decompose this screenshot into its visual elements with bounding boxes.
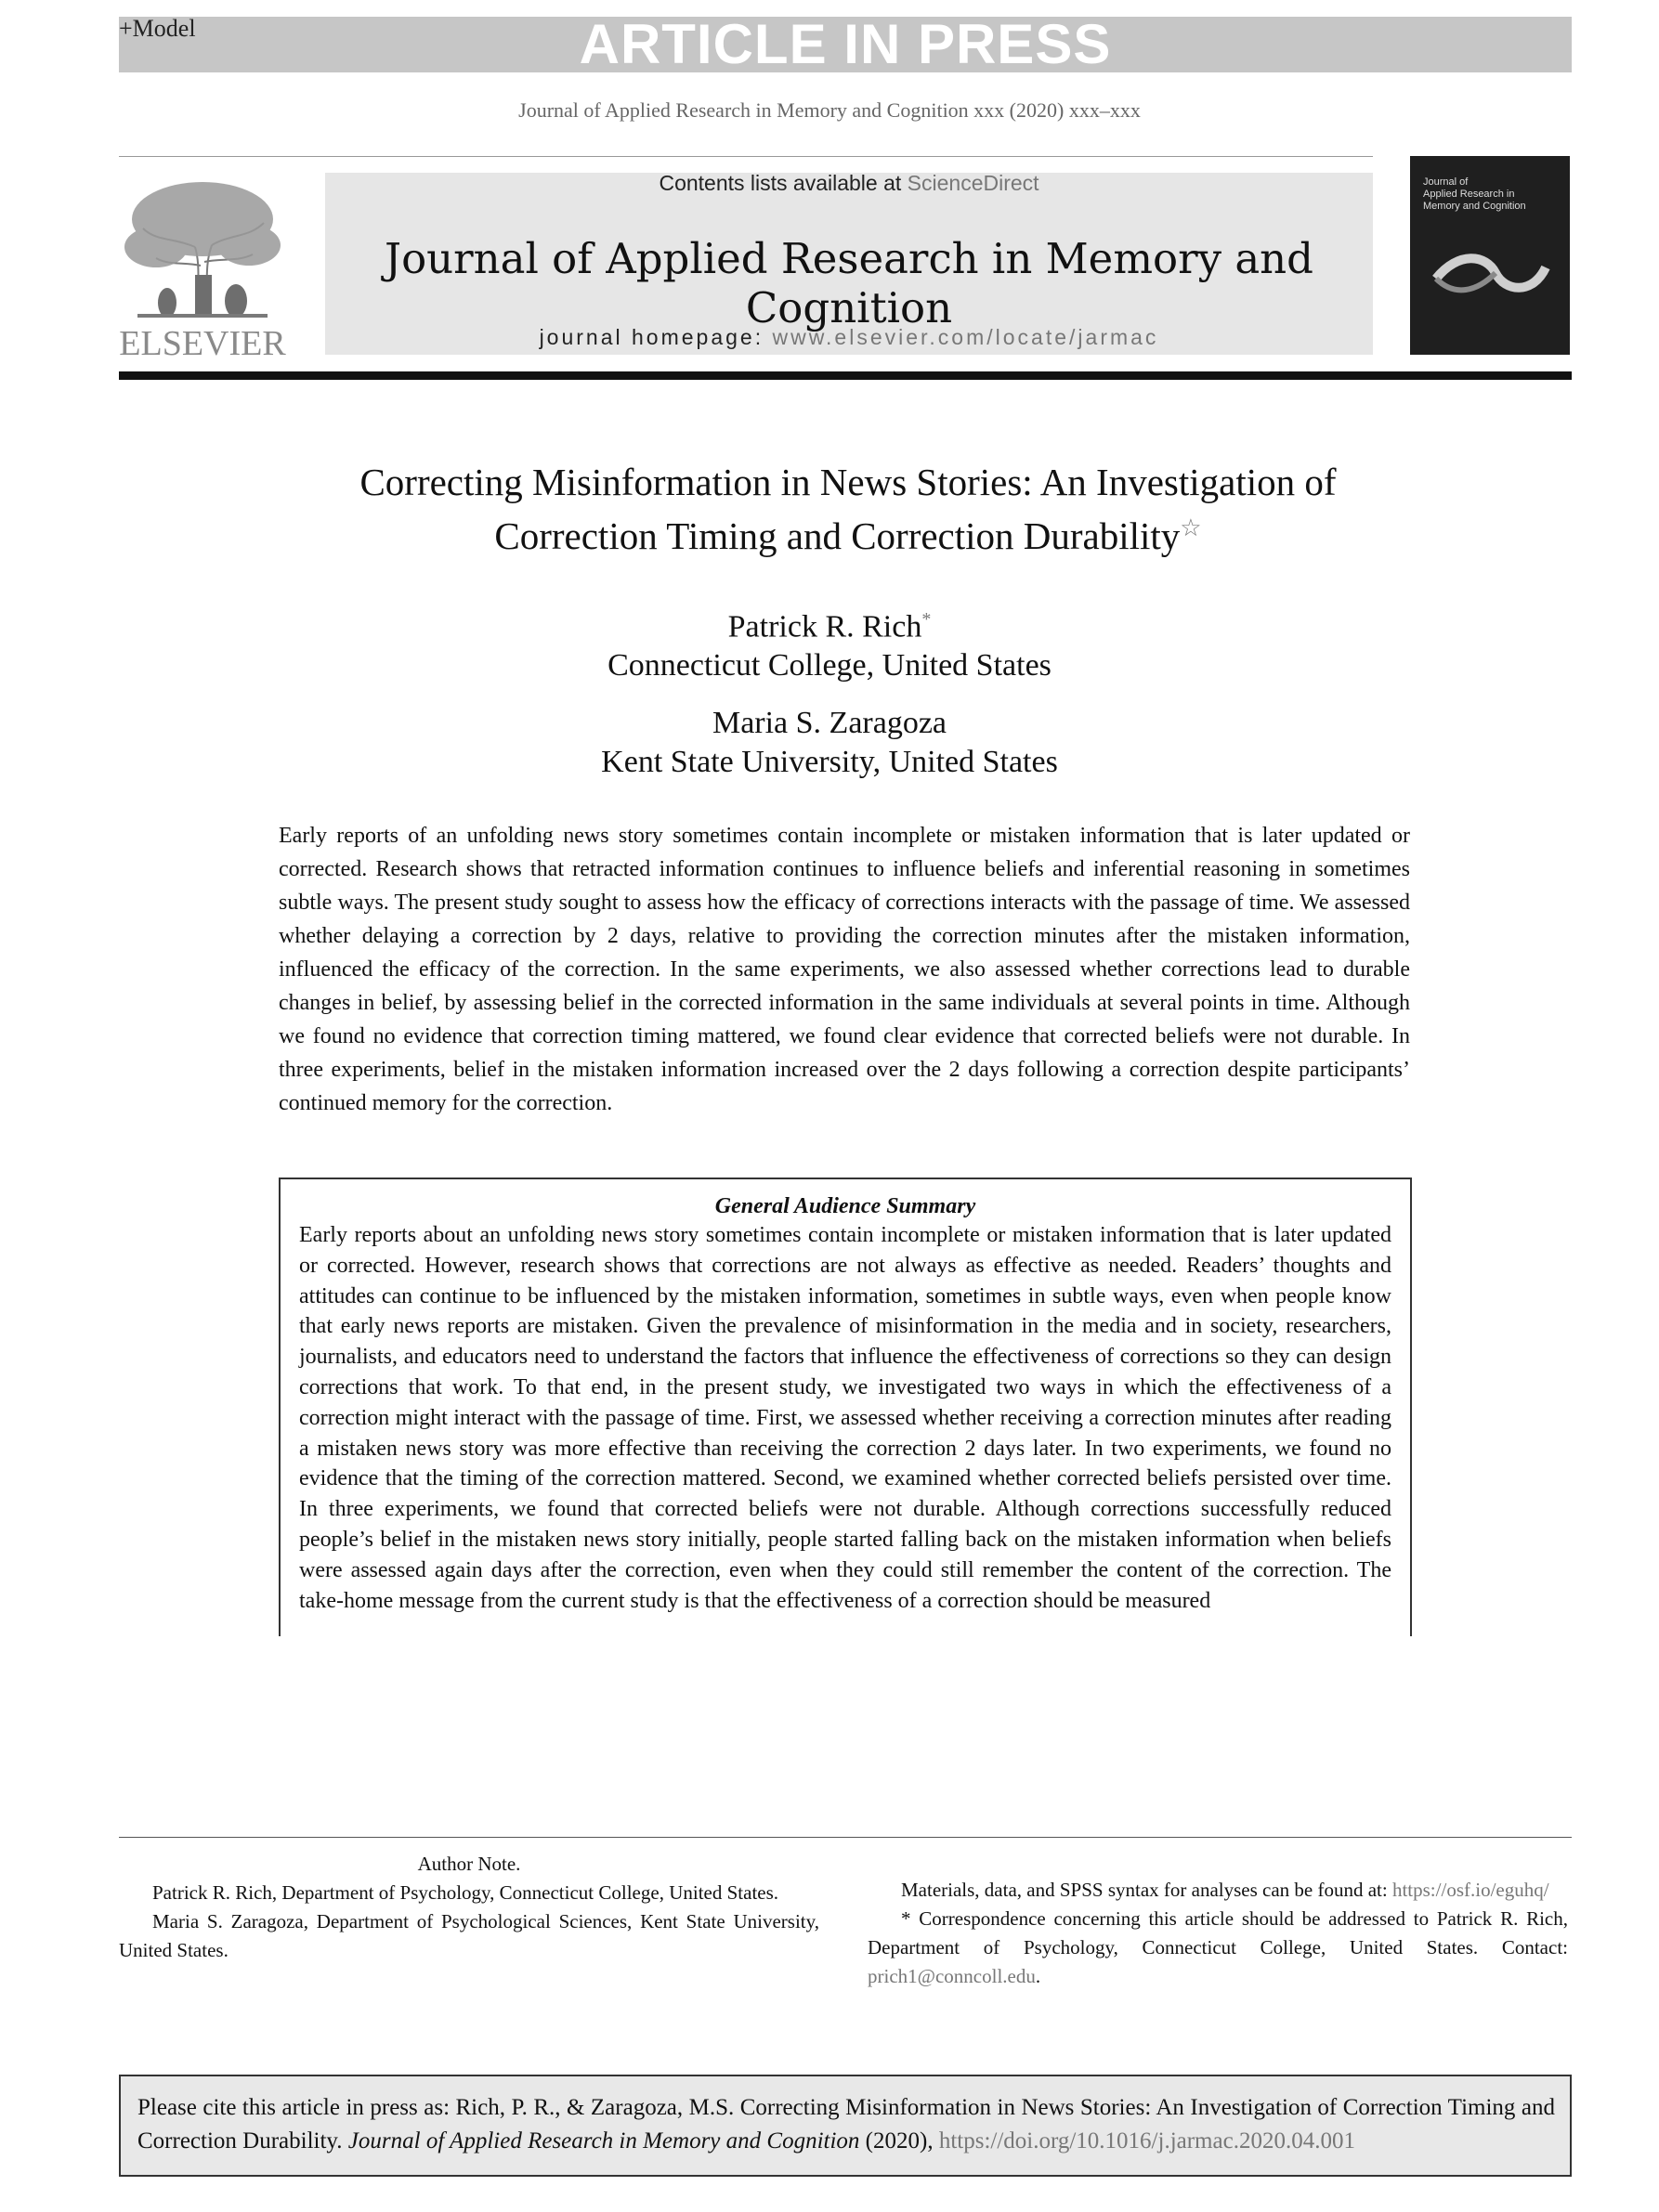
contents-line: [325, 171, 1373, 196]
title-line-2-text: Correction Timing and Correction Durability: [494, 514, 1181, 557]
correspondence-mark: *: [901, 1907, 911, 1930]
journal-title: Journal of Applied Research in Memory and Cognition: [385, 234, 1313, 332]
title-footnote-star-icon: ☆: [1180, 514, 1202, 541]
sciencedirect-link[interactable]: ScienceDirect: [907, 171, 1039, 195]
header-thick-divider: [119, 371, 1572, 380]
abstract: Early reports of an unfolding news story sometimes contain incomplete or mistaken information that is later updated or corrected. Research shows that retracted information continues to influence beliefs and inferential reasoning in sometimes subtle ways. The present study sought to assess how the efficacy of corrections interacts with the passage of time. We assessed whether delaying a correction by 2 days, relative to providing the correction minutes after the mistaken information, influenced the efficacy of the correction. In the same experiments, we also assessed whether corrections lead to durable changes in belief, by assessing belief in the corrected information in the same individuals at several points in time. Although we found no evidence that correction timing mattered, we found clear evidence that corrected beliefs were not durable. In three experiments, belief in the mistaken information increased over the 2 days following a correction despite participants’ continued memory for the correction.: [279, 824, 1410, 1115]
author-note-zaragoza: Maria S. Zaragoza, Department of Psychological Sciences, Kent State University, United States.: [119, 1910, 819, 1961]
osf-link[interactable]: https://osf.io/eguhq/: [1391, 1879, 1549, 1901]
doi-link[interactable]: https://doi.org/10.1016/j.jarmac.2020.04.001: [938, 2128, 1355, 2153]
email-end: .: [1035, 1965, 1041, 1987]
general-audience-summary-box: [279, 1178, 1412, 1636]
title-line-1: Correcting Misinformation in News Stories: An Investigation of: [359, 461, 1337, 503]
footnote-divider: [119, 1837, 1572, 1838]
homepage-prefix: journal homepage:: [539, 325, 773, 349]
author-1-name: [0, 609, 1659, 644]
article-title: [186, 459, 1510, 559]
email-link[interactable]: prich1@conncoll.edu: [868, 1965, 1036, 1987]
author-1-affiliation: Connecticut College, United States: [607, 648, 1052, 683]
author-1-mark: *: [921, 609, 932, 630]
materials-text: Materials, data, and SPSS syntax for analyses can be found at:: [901, 1879, 1388, 1901]
top-divider: [119, 156, 1373, 157]
citation-text: [137, 2091, 1555, 2158]
author-note-heading: Author Note.: [417, 1853, 521, 1875]
citation-box: [119, 2075, 1572, 2177]
publisher-wordmark: ELSEVIER: [119, 324, 286, 363]
homepage-link[interactable]: www.elsevier.com/locate/jarmac: [772, 325, 1159, 349]
contents-prefix: Contents lists available at: [659, 171, 908, 195]
correspondence-note: [868, 1905, 1568, 1991]
materials-note: [868, 1876, 1568, 1905]
press-label: ARTICLE IN PRESS: [579, 13, 1112, 75]
author-2-affiliation: Kent State University, United States: [601, 745, 1058, 779]
materials-and-correspondence: [868, 1876, 1568, 1991]
summary-heading: General Audience Summary: [714, 1194, 976, 1218]
author-1-name-text: Patrick R. Rich: [727, 609, 922, 644]
model-label: +Model: [119, 15, 196, 42]
cover-title: Journal of Applied Research in Memory and Cognition: [1423, 176, 1526, 212]
journal-reference: Journal of Applied Research in Memory and Cognition xxx (2020) xxx–xxx: [518, 98, 1141, 122]
cover-ribbon-icon: [1430, 245, 1551, 301]
author-2-name: Maria S. Zaragoza: [712, 706, 947, 740]
citation-year: (2020),: [859, 2128, 939, 2153]
journal-homepage-line: [325, 325, 1373, 350]
correspondence-text: Correspondence concerning this article should be addressed to Patrick R. Rich, Department of Psychology, Connecticut College, United States. Contact:: [868, 1907, 1568, 1958]
title-line-2: [186, 505, 1510, 559]
citation-main: Please cite this article in press as: Rich, P. R., & Zaragoza, M.S. Correcting Misinformation in News Stories: An Investigation of Correction Timing and Correction Durability.: [137, 2095, 1555, 2153]
author-note-rich: Patrick R. Rich, Department of Psychology, Connecticut College, United States.: [152, 1881, 779, 1904]
journal-cover-image: [1410, 156, 1570, 355]
summary-text: Early reports about an unfolding news story sometimes contain incomplete or mistaken information that is later updated or corrected. However, research shows that corrections are not always as effective as needed. Readers’ thoughts and attitudes can continue to be influenced by the mistaken information, sometimes in subtle ways, even when people know that early news reports are mistaken. Given the prevalence of misinformation in the media and in society, researchers, journalists, and educators need to understand the factors that influence the effectiveness of corrections so they can design corrections that work. To that end, in the present study, we investigated two ways in which the effectiveness of a correction might interact with the passage of time. First, we assessed whether receiving a correction minutes after reading a mistaken news story was more effective than receiving the correction 2 days later. In two experiments, we found no evidence that the timing of the correction mattered. Second, we examined whether corrected beliefs persisted over time. In three experiments, we found that corrected beliefs were not durable. Although corrections successfully reduced people’s belief in the mistaken news story initially, people started falling back on the mistaken information when beliefs were assessed again days after the correction, even when they could still remember the content of the correction. The take-home message from the current study is that the effectiveness of a correction should be measured: [299, 1223, 1391, 1613]
author-note: [119, 1850, 819, 1965]
citation-journal: Journal of Applied Research in Memory and Cognition: [347, 2128, 860, 2153]
article-in-press-banner: [119, 13, 1572, 75]
